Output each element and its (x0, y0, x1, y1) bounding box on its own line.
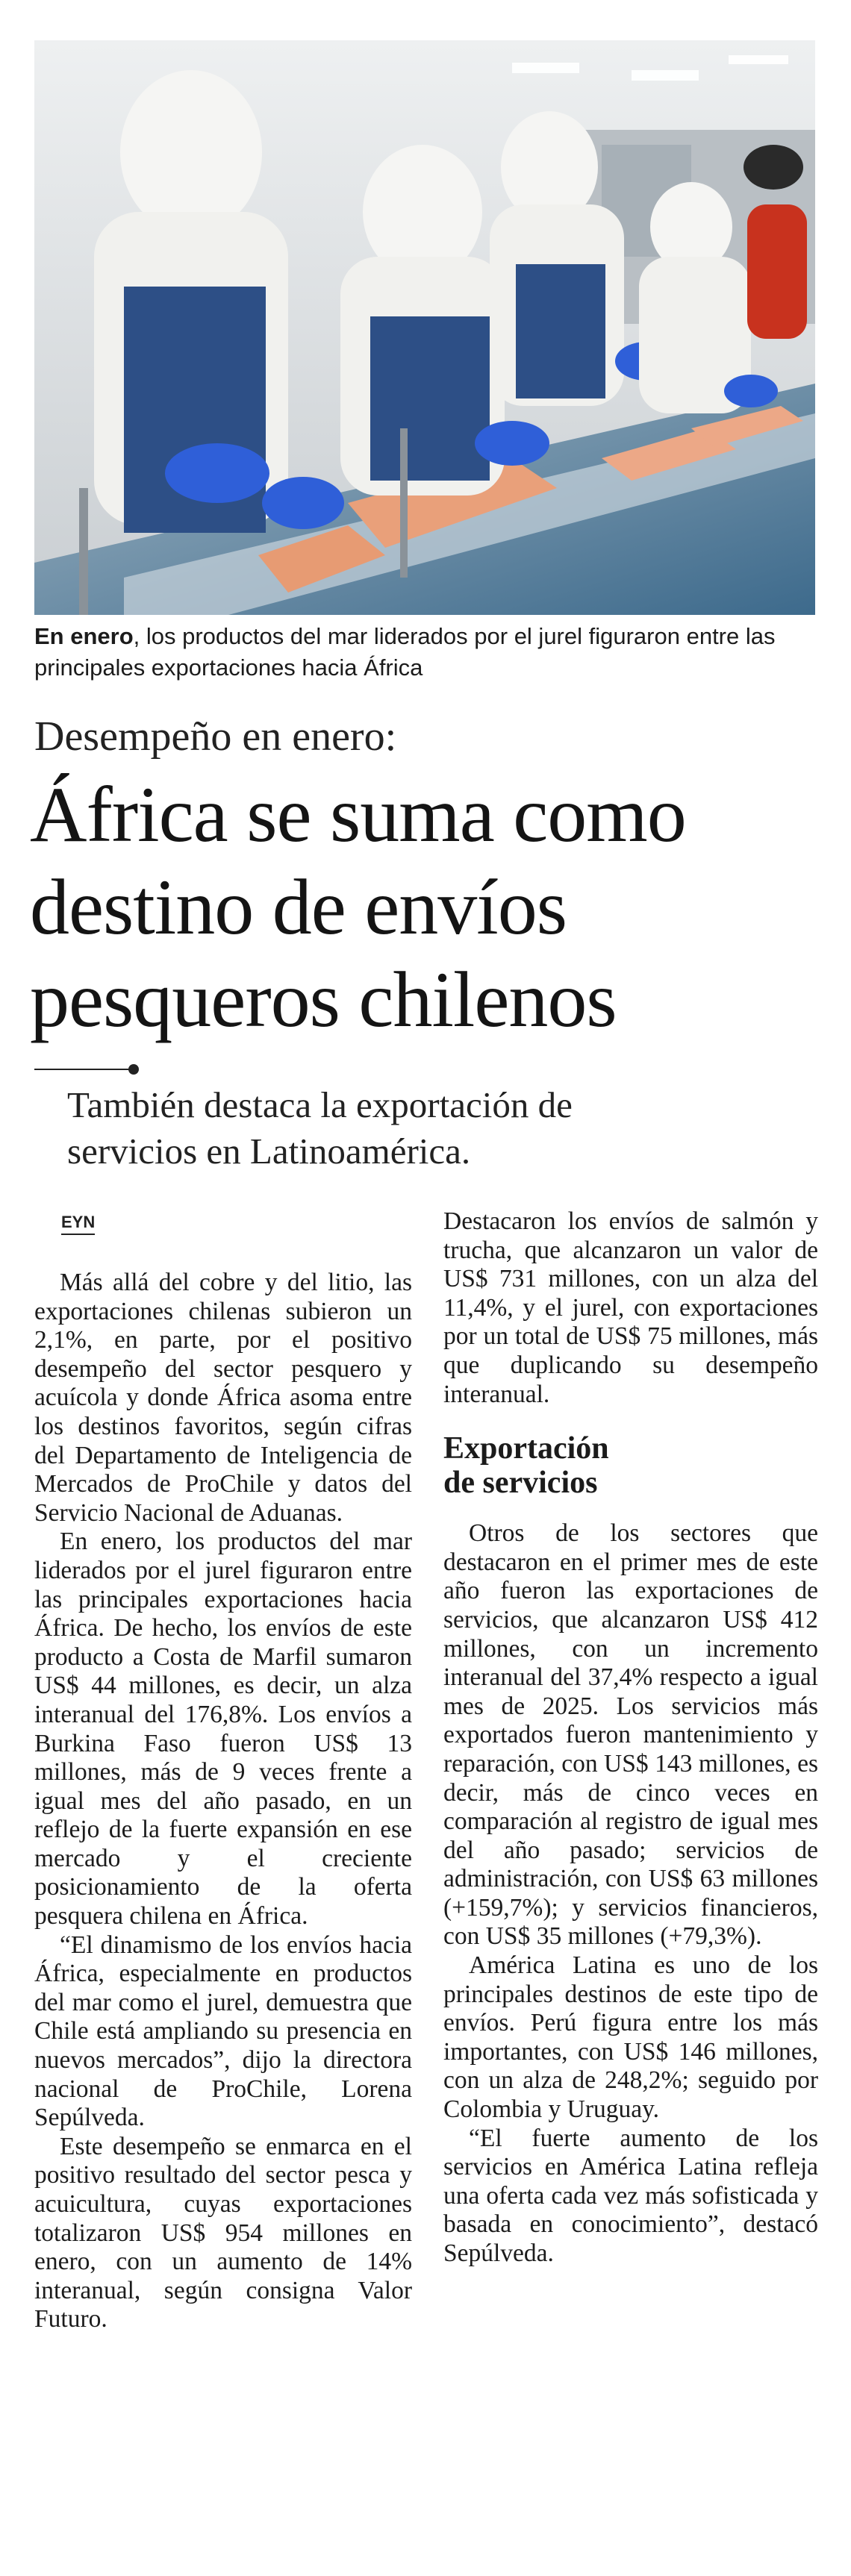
article-deck (67, 1082, 814, 1175)
subhead-line: Exportación (443, 1431, 609, 1466)
subhead-line: de servicios (443, 1466, 598, 1501)
body-paragraph: Otros de los sectores que destacaron en el primer mes de este año fueron las exportaciones de servicios, que alcanzaron US$ 412 millones, con un incremento interanual del 37,4% respecto a igual mes de 2025. Los servicios más exportados fueron mantenimiento y reparación, con US$ 143 millones, es decir, más de cinco veces en comparación al registro de igual mes del año pasado; servicios de administración, con US$ 63 millones (+159,7%); y servicios financieros, con US$ 35 millones (+79,3%). (443, 1519, 818, 1951)
photo-caption (34, 621, 818, 684)
body-paragraph: Destacaron los envíos de salmón y trucha, que alcanzaron un valor de US$ 731 millones, con un alza del 11,4%, y el jurel, con exportaciones por un total de US$ 75 millones, más que duplicando su desempeño interanual. (443, 1207, 818, 1408)
article-right-column (443, 1207, 818, 2269)
headline-divider-dot (128, 1064, 139, 1075)
headline-divider (34, 1069, 134, 1070)
headline-line: destino de envíos (30, 863, 567, 951)
body-paragraph: Más allá del cobre y del litio, las exportaciones chilenas subieron un 2,1%, en parte, por el positivo desempeño del sector pesquero y acuícola y donde África asoma entre los destinos favoritos, según cifras del Departamento de Inteligencia de Mercados de ProChile y datos del Servicio Nacional de Aduanas. (34, 1269, 412, 1527)
section-subhead (443, 1431, 818, 1500)
body-paragraph: “El fuerte aumento de los servicios en América Latina refleja una oferta cada vez más sofisticada y basada en conocimiento”, destacó Sepúlveda. (443, 2124, 818, 2267)
headline-line: África se suma como (30, 771, 686, 858)
article-headline (30, 769, 821, 1046)
article-left-column (34, 1269, 412, 2334)
body-paragraph: “El dinamismo de los envíos hacia África, especialmente en productos del mar como el jurel, demuestra que Chile está ampliando su presencia en nuevos mercados”, dijo la directora nacional de ProChile, Lorena Sepúlveda. (34, 1931, 412, 2132)
headline-line: pesqueros chilenos (30, 956, 617, 1043)
caption-lead: En enero (34, 623, 134, 649)
body-paragraph: Este desempeño se enmarca en el positivo resultado del sector pesca y acuicultura, cuyas exportaciones totalizaron US$ 954 millones en enero, con un aumento de 14% interanual, según consigna Valor Futuro. (34, 2132, 412, 2333)
deck-line: También destaca la exportación de (67, 1084, 573, 1125)
deck-line: servicios en Latinoamérica. (67, 1131, 471, 1172)
body-paragraph: En enero, los productos del mar liderados por el jurel figuraron entre las principales exportaciones hacia África. De hecho, los envíos de este producto a Costa de Marfil sumaron US$ 44 millones, es decir, un alza interanual del 176,8%. Los envíos a Burkina Faso fueron US$ 13 millones, más de 9 veces frente a igual mes del año pasado, en un reflejo de la fuerte expansión en ese mercado y el creciente posicionamiento de la oferta pesquera chilena en África. (34, 1528, 412, 1931)
body-paragraph: América Latina es uno de los principales destinos de este tipo de envíos. Perú figura entre los más importantes, con US$ 146 millones, con un alza de 248,2%; seguido por Colombia y Uruguay. (443, 1951, 818, 2124)
caption-text: , los productos del mar liderados por el jurel figuraron entre las principales exportaciones hacia África (34, 623, 776, 681)
fish-processing-photo (34, 40, 815, 615)
article-kicker: Desempeño en enero: (34, 713, 397, 760)
article-photo (34, 40, 815, 615)
byline: EYN (61, 1213, 95, 1235)
